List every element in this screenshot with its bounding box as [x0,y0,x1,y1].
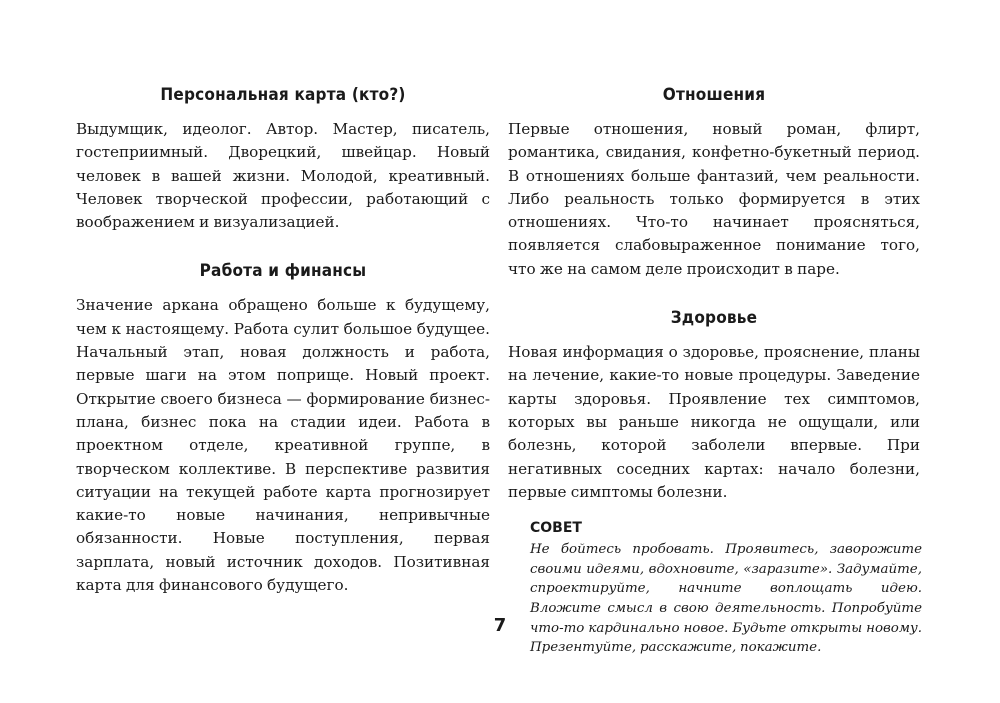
section-text-work-finance: Значение аркана обращено больше к будущему, чем к настоящему. Работа сулит большое будущее. Начальный этап, новая должность и работа, первые шаги на этом поприще. Новый проект. Открытие своего бизнеса — формирование бизнес-плана, бизнес пока на стадии идеи. Работа в проектном отделе, креативной группе, в творческом коллективе. В перспективе развития ситуации на текущей работе карта прогнозирует какие-то новые начинания, непривычные обязанности. Новые поступления, первая зарплата, новый источник доходов. Позитивная карта для финансового будущего. [76,296,490,595]
section-text-health: Новая информация о здоровье, прояснение, планы на лечение, какие-то новые процедуры. Заведение карты здоровья. Проявление тех симптомов, которых вы раньше никогда не ощущали, или болезнь, которой заболели впервые. При негативных соседних картах: начало болезни, первые симптомы болезни. [508,343,920,501]
left-column [76,84,490,597]
advice-text: Не бойтесь пробовать. Проявитесь, заворожите своими идеями, вдохновите, «заразите». Задумайте, спроектируйте, начните воплощать идею. Вложите смысл в свою деятельность. Попробуйте что-то кардинально новое. Будьте открыты новому. Презентуйте, расскажите, покажите. [530,542,922,656]
section-heading-relationships: Отношения [662,85,766,105]
section-heading-work-finance: Работа и финансы [199,261,367,282]
page-number: 7 [493,615,507,636]
section-heading-health: Здоровье [670,308,758,329]
advice-title: СОВЕТ [530,520,582,537]
right-column [508,84,920,658]
section-heading-personal-card: Персональная карта (кто?) [160,85,406,105]
section-text-relationships: Первые отношения, новый роман, флирт, романтика, свидания, конфетно-букетный период. В отношениях больше фантазий, чем реальности. Либо реальность только формируется в этих отношениях. Что-то начинает проясняться, появляется слабовыраженное понимание того, что же на самом деле происходит в паре. [508,120,920,278]
section-text-personal-card: Выдумщик, идеолог. Автор. Мастер, писатель, гостеприимный. Дворецкий, швейцар. Новый человек в вашей жизни. Молодой, креативный. Человек творческой профессии, работающий с воображением и визуализацией. [76,120,490,232]
advice-block [530,518,922,658]
